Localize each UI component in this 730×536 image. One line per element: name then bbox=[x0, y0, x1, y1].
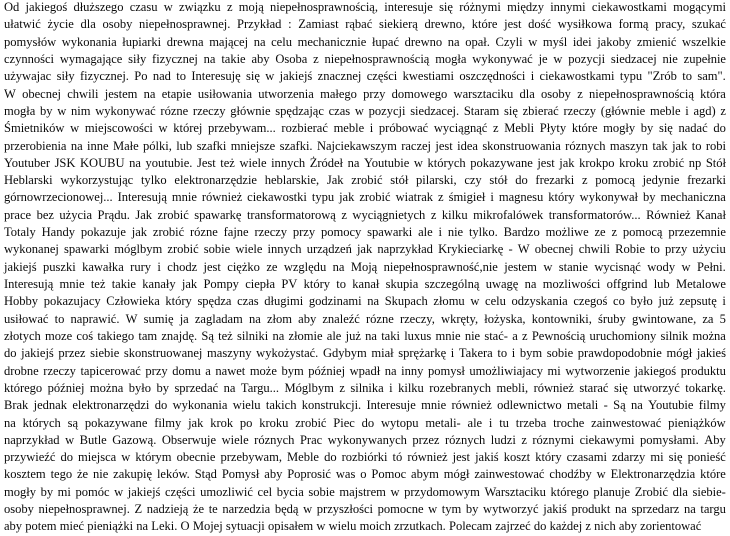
text-line: mogły by mi pomóc w jakiejś części umozliwić cel bycia sobie majstrem w przydomowym Warsztaciku którego planuje Zrobić dla siebie- bbox=[4, 484, 726, 499]
text-line: Interesują mnie też takie kanały jak Pompy ciepła PV który to kanał skupia szczególną uwagę na mozliwości offgrind lub Metalowe bbox=[4, 277, 726, 291]
text-line: naprzykład w Butle Gazową. Obserwuje wiele róznych Prac wykonywanych przez róznych ludzi z róznymi ciekawymi pomysłami. Aby bbox=[4, 432, 726, 447]
text-line: wykonanej spawarki móglbym zrobić sobie wiele innych urządzeń jak naprzykład Krykieciarkę - W obecnej chwili Robie to przy użyciu bbox=[4, 242, 726, 257]
text-line: do jakiejś przez siebie skonstruowanej maszyny wykożystać. Gdybym miał sprężarkę i Takera to i bym sobie prawdopodobnie mógł jakieś bbox=[4, 346, 726, 361]
text-line: drobne rzeczy tapicerować przy domu a nawet może bym później wpadł na inny pomysł umożliwiajacy mi wytworzenie jakiegoś produktu bbox=[4, 363, 726, 378]
text-line: Od jakiegoś dłuższego czasu w związku z moją niepełnosprawnością, interesuje się różnymi między innymi ciekawostkami mogącymi bbox=[4, 0, 726, 14]
text-line: aby potem mieć pieniążki na Leki. O Mojej sytuacji opisałem w wielu moich zrzutkach. Polecam zajrzeć do każdej z nich aby zorientować bbox=[4, 519, 702, 534]
text-line: na których są pokazywane filmy jak krok po kroku zrobić Piec do wytopu metali- ale i tu trzeba troche zainwestować pieniążków bbox=[4, 415, 726, 430]
text-line: pomysłów wykonania łupiarki drewna mającej na celu mechanicznie łupać drewno na opał. Czyli w myśl idei jakoby zmienić wszelkie bbox=[4, 34, 726, 49]
text-line: ułatwić życie dla osoby niepełnosprawnej. Przykład : Zamiast rąbać siekierą drewno, które jest dość wysiłkowa formą pracy, szukać bbox=[4, 17, 726, 32]
text-line: przywieźć do miejsca w którym obecnie przebywam, Meble do rozbiórki tó również jest jakiś koszt który czasami zdarzy mi się ponieść bbox=[4, 450, 726, 465]
text-line: prace bez użycia Prądu. Jak zrobić spawarkę transformatorową z wyciągnietych z kilku mikrofalówek transformatorów... Również Kanał bbox=[4, 207, 726, 222]
text-line: czynności wymagające siły fizycznej na takie aby Osoba z niepełnosprawnością mogła wykonywać je w pozycji siedzacej nie zupełnie bbox=[4, 51, 726, 66]
text-line: używajac siły fizycznej. Po nad to Interesuję się w jakiejś znacznej części kwestiami oszczędności i ciekawostkami typu "Zrób to sam". bbox=[4, 69, 726, 84]
text-line: jakiejś puszki kawałka rury i chodz jest ciężko ze względu na Moją niepełnosprawność,nie jestem w stanie wycisnąć wody w Pełni. bbox=[4, 259, 726, 274]
text-line: Youtuber JSK KOUBU na youtubie. Jest też wiele innych Żródeł na Youtubie w których pokazywane jest jak krokpo kroku zrobić np Stół bbox=[4, 155, 726, 170]
text-line: którego później można było by sprzedać na Targu... Móglbym z silnika i kilku rozebranych mebli, również starać się utworzyć tokarkę. bbox=[4, 380, 726, 395]
text-line: górnowrzecionowej... Interesują mnie również ciekawostki typu jak zrobić wiatrak z śmigieł i magnesu który wykonywał by mechaniczna bbox=[4, 190, 726, 205]
text-line: przerobienia na inne Małe pólki, lub szafki mniejsze szafki. Najciekawszym raczej jest idea skonstruowania róznych maszyn tak jak to robi bbox=[4, 138, 726, 153]
text-line: osoby niepełnosprawnej. Z nadzieją że te narzedzia będą w przyszłości pomocne w tym by wytworzyć jakiś produkt na sprzedarz na targu bbox=[4, 502, 726, 517]
text-line: Hobby pokazujacy Człowieka który spędza czas długimi godzinami na Skupach złomu w celu odzyskania czegoś co było już zepsutę i bbox=[4, 294, 726, 309]
text-line: Brak jednak elektronarzędzi do wykonania wielu takich konstrukcji. Interesuje mnie również odlewnictwo metali - Są na Youtubie filmy bbox=[4, 398, 726, 413]
text-line: kosztem tego że nie zakupię leków. Stąd Pomysł aby Poprosić was o Pomoc abym mógł zainwestować chodźby w Elektronarzędzia które bbox=[4, 467, 726, 482]
text-line: złotych moze coś takiego tam znajdę. Są też silniki na złomie ale już na taki luxus mnie nie stać- a z Pewnością uruchomiony silnik można bbox=[4, 328, 726, 343]
text-line: mogła by w nim wykonywać rózne rzeczy głównie spędzając czas w pozycji siedzacej. Staram się zbierać rzeczy (głównie meble i agd) z bbox=[4, 103, 726, 118]
text-line: W obecnej chwili jestem na etapie usiłowania utworzenia małego przy domowego warsztaciku dla osoby z niepełnosprawnością która bbox=[4, 86, 726, 101]
document-text-body bbox=[4, 0, 726, 536]
text-line: Totaly Handy pokazuje jak zrobić rózne fajne rzeczy przy pomocy spawarki ale i nie tylko. Bardzo możliwe ze z pomocą przezemnie bbox=[4, 225, 726, 240]
text-line: Śmietników w miejscowości w której przebywam... rozbierać meble i próbować wyciągnąć z Mebli Płyty które mogły by się nadać do bbox=[4, 121, 726, 136]
text-line: usiłować to naprawić. W sumię ja zagladam na złom aby znaleźć rózne rzeczy, wkręty, łożyska, kontowniki, śruby gwintowane, za 5 bbox=[4, 311, 726, 326]
text-line: Heblarski wykorzystując tylko elektronarzędzie heblarskie, Jak zrobić stół pilarski, czy stół do frezarki z pomocą jedynie frezarki bbox=[4, 173, 726, 188]
